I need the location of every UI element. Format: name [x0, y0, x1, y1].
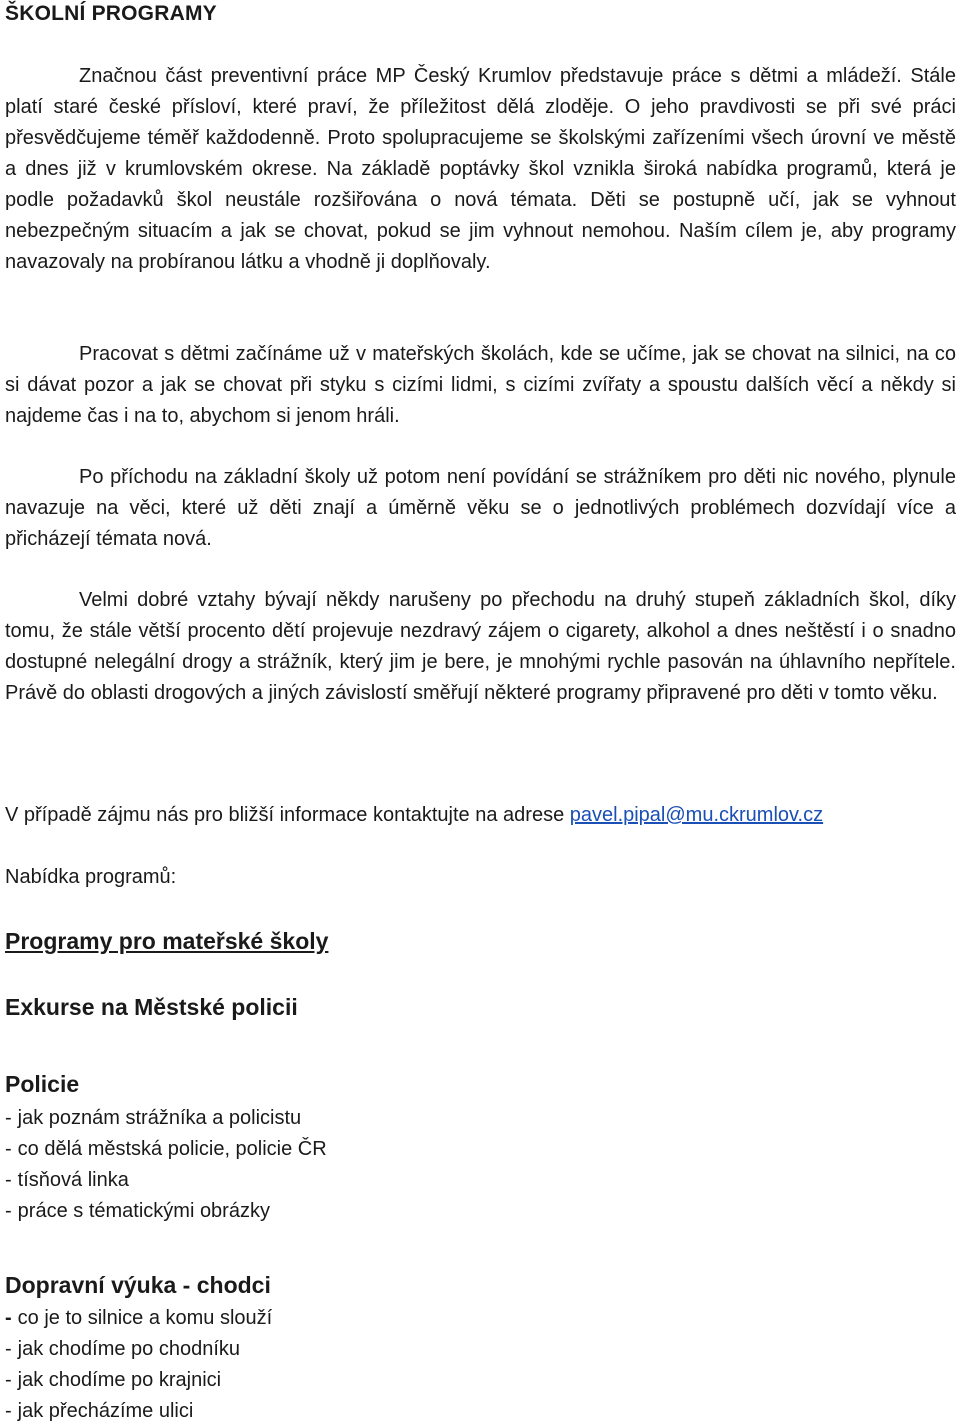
section-heading-kindergarten-programs: Programy pro mateřské školy	[5, 928, 329, 954]
list-item-text: jak chodíme po chodníku	[17, 1338, 241, 1360]
list-bullet: -	[5, 1107, 12, 1129]
list-item-text: jak přecházíme ulici	[17, 1400, 194, 1422]
list-item	[5, 1365, 272, 1396]
list-bullet: -	[5, 1338, 12, 1360]
subheading-excursion: Exkurse na Městské policii	[5, 994, 298, 1020]
list-item-text: práce s tématickými obrázky	[17, 1200, 270, 1222]
list-bullet: -	[5, 1138, 12, 1160]
contact-email-link[interactable]: pavel.pipal@mu.ckrumlov.cz	[569, 804, 824, 826]
list-item-text: jak chodíme po krajnici	[17, 1369, 222, 1391]
list-bullet: -	[5, 1369, 12, 1391]
list-item	[5, 1396, 272, 1427]
contact-line	[5, 800, 823, 831]
offer-label: Nabídka programů:	[5, 866, 177, 888]
paragraph-primary-school: Po příchodu na základní školy už potom není povídání se strážníkem pro děti nic nového, plynule navazuje na věci, které už děti znají a úměrně věku se o jednotlivých problémech dozvídají více a přicházejí témata nová.	[5, 466, 956, 550]
paragraph-intro: Značnou část preventivní práce MP Český Krumlov představuje práce s dětmi a mládeží. Stále platí staré české přísloví, které praví, že příležitost dělá zloděje. O jeho pravdivosti se při své práci přesvědčujeme téměř každodenně. Proto spolupracujeme se školskými zařízeními všech úrovní ve městě a dnes již v krumlovském okrese. Na základě poptávky škol vznikla široká nabídka programů, která je podle požadavků škol neustále rozšiřována o nová témata. Děti se postupně učí, jak se vyhnout nebezpečným situacím a jak se chovat, pokud se jim vyhnout nemohou. Naším cílem je, aby programy navazovaly na probíranou látku a vhodně ji doplňovaly.	[5, 65, 956, 273]
paragraph-secondary-stage: Velmi dobré vztahy bývají někdy narušeny po přechodu na druhý stupeň základních škol, díky tomu, že stále větší procento dětí projevuje nezdravý zájem o cigarety, alkohol a dnes neštěstí i o snadno dostupné nelegální drogy a strážník, který jim je bere, je mnohými rychle pasován na úhlavního nepřítele. Právě do oblasti drogových a jiných závislostí směřují některé programy připravené pro děti v tomto věku.	[5, 589, 956, 704]
list-bullet: -	[5, 1200, 12, 1222]
list-item	[5, 1134, 327, 1165]
list-item	[5, 1196, 327, 1227]
list-item-text: tísňová linka	[17, 1169, 129, 1191]
list-item-text: jak poznám strážníka a policistu	[17, 1107, 302, 1129]
list-item-text: co dělá městská policie, policie ČR	[17, 1138, 327, 1160]
list-item	[5, 1303, 272, 1334]
list-item-text: co je to silnice a komu slouží	[17, 1307, 273, 1329]
list-bullet: -	[5, 1400, 12, 1422]
contact-text: V případě zájmu nás pro bližší informace kontaktujte na adrese	[5, 804, 570, 826]
list-item	[5, 1334, 272, 1365]
list-item	[5, 1103, 327, 1134]
list-item	[5, 1165, 327, 1196]
police-topics-list	[5, 1103, 327, 1227]
paragraph-kindergarten: Pracovat s dětmi začínáme už v mateřských školách, kde se učíme, jak se chovat na silnici, na co si dávat pozor a jak se chovat při styku s cizími lidmi, s cizími zvířaty a spoustu dalších věcí a někdy si najdeme čas i na to, abychom si jenom hráli.	[5, 343, 956, 427]
page-title: ŠKOLNÍ PROGRAMY	[5, 2, 217, 25]
list-bullet: -	[5, 1169, 12, 1191]
traffic-topics-list	[5, 1303, 272, 1427]
subheading-police: Policie	[5, 1071, 80, 1097]
subheading-traffic-pedestrians: Dopravní výuka - chodci	[5, 1272, 271, 1298]
list-bullet: -	[5, 1307, 12, 1329]
